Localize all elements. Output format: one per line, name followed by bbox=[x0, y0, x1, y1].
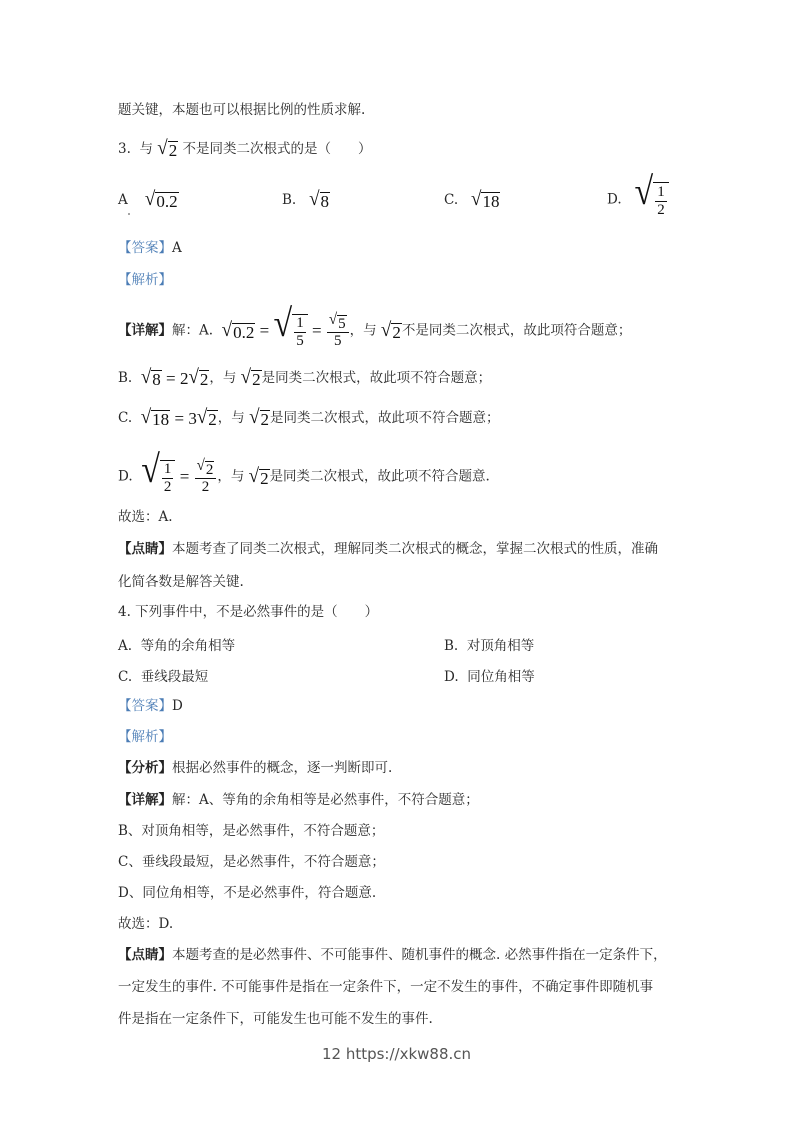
q4-conclusion: 故选：D. bbox=[118, 916, 174, 932]
q3-detail-b: B. √ 8 = 2 √ 2 ，与 √ 2 是同类二次根式，故此项不符合题意； bbox=[118, 366, 492, 389]
sqrt-expression: √ 2 bbox=[188, 366, 209, 389]
sqrt-expression: √ 2 bbox=[240, 366, 261, 389]
q3-detail-a: 【详解】解：A. √ 0.2 = √ $\frac{1}{5}$ = √ 5 5 ，与 √ 2 不是同类二次根式，故此项符合题意； bbox=[118, 302, 632, 349]
q3-number: 3. bbox=[118, 141, 131, 157]
answer-tag: 【答案】 bbox=[118, 240, 172, 256]
sqrt-expression: √ 8 bbox=[309, 188, 330, 211]
q3-comment: 【点睛】本题考查了同类二次根式，理解同类二次根式的概念，掌握二次根式的性质，准确 bbox=[118, 541, 658, 557]
page-footer: 12 https://xkw88.cn bbox=[321, 1045, 472, 1063]
fenxi-tag: 【分析】 bbox=[118, 760, 172, 776]
sqrt-fraction-expression: √ $\frac{1}{2}$ bbox=[635, 180, 669, 219]
q3-option-a: A √ 0.2 bbox=[118, 188, 178, 211]
sqrt-expression: √ 2 bbox=[248, 464, 269, 488]
q4-analysis-tag: 【解析】 bbox=[118, 729, 172, 745]
sqrt-expression: √ 0.2 bbox=[221, 318, 255, 342]
q4-detail-1: 【详解】解：A、等角的余角相等是必然事件，不符合题意； bbox=[118, 792, 479, 808]
q4-comment-line2: 一定发生的事件. 不可能事件是指在一定条件下，一定不发生的事件，不确定事件即随机事 bbox=[118, 979, 654, 995]
q4-option-d: D. 同位角相等 bbox=[444, 669, 535, 685]
answer-value: A bbox=[172, 240, 182, 256]
continuation-line: 题关键，本题也可以根据比例的性质求解. bbox=[118, 102, 366, 118]
q3-stem-suffix: 不是同类二次根式的是（ ） bbox=[182, 141, 372, 157]
q4-option-b: B. 对顶角相等 bbox=[444, 638, 535, 654]
q4-detail-2: B、对顶角相等，是必然事件，不符合题意； bbox=[118, 823, 385, 839]
q3-conclusion: 故选：A. bbox=[118, 509, 173, 525]
detail-tag: 【详解】 bbox=[118, 322, 172, 339]
q3-option-b: B. √ 8 bbox=[282, 188, 330, 211]
q3-stem bbox=[118, 139, 372, 160]
q4-option-c: C. 垂线段最短 bbox=[118, 669, 209, 685]
sqrt-expression: √ 18 bbox=[140, 406, 170, 429]
q3-stem-prefix: 与 bbox=[139, 141, 153, 157]
sqrt-fraction-expression: √ $\frac{1}{2}$ bbox=[141, 458, 175, 496]
q3-option-d: D. √ $\frac{1}{2}$ bbox=[607, 180, 669, 219]
stray-dot bbox=[128, 213, 130, 215]
sqrt-expression: √ 0.2 bbox=[144, 188, 178, 211]
answer-value: D bbox=[172, 698, 183, 714]
sqrt-expression: √ 2 bbox=[380, 318, 401, 342]
sqrt-expression: √ 2 bbox=[157, 137, 178, 160]
sqrt-expression: √ 2 bbox=[249, 406, 270, 429]
sqrt-fraction-expression: √ $\frac{1}{5}$ bbox=[274, 312, 308, 350]
q3-analysis-tag: 【解析】 bbox=[118, 272, 172, 288]
q4-detail-3: C、垂线段最短，是必然事件，不符合题意； bbox=[118, 854, 385, 870]
q3-detail-c: C. √ 18 = 3 √ 2 ，与 √ 2 是同类二次根式，故此项不符合题意； bbox=[118, 406, 500, 429]
q4-option-a: A. 等角的余角相等 bbox=[118, 638, 236, 654]
fraction-expression: √ 5 5 bbox=[327, 313, 349, 350]
q4-stem: 4. 下列事件中，不是必然事件的是（ ） bbox=[118, 604, 379, 620]
q3-comment-line2: 化简各数是解答关键. bbox=[118, 574, 244, 590]
sqrt-expression: √ 2 bbox=[196, 406, 217, 429]
q3-answer bbox=[118, 238, 182, 258]
q4-detail-4: D、同位角相等，不是必然事件，符合题意. bbox=[118, 885, 377, 901]
comment-tag: 【点睛】 bbox=[118, 541, 172, 557]
q3-detail-d: D. √ $\frac{1}{2}$ = √ 2 2 ，与 √ 2 是同类二次根式，故此项不符合题意. bbox=[118, 448, 490, 495]
answer-tag: 【答案】 bbox=[118, 698, 172, 714]
q4-comment-line3: 件是指在一定条件下，可能发生也可能不发生的事件. bbox=[118, 1011, 433, 1027]
q4-comment: 【点睛】本题考查的是必然事件、不可能事件、随机事件的概念. 必然事件指在一定条件下， bbox=[118, 947, 667, 963]
detail-tag: 【详解】 bbox=[118, 792, 172, 808]
sqrt-expression: √ 18 bbox=[471, 188, 500, 211]
q4-fenxi: 【分析】根据必然事件的概念，逐一判断即可. bbox=[118, 760, 393, 776]
comment-tag: 【点睛】 bbox=[118, 947, 172, 963]
fraction-expression: √ 2 2 bbox=[195, 459, 217, 496]
sqrt-expression: √ 8 bbox=[140, 366, 161, 389]
q3-option-c: C. √ 18 bbox=[444, 188, 500, 211]
q4-answer bbox=[118, 696, 183, 716]
